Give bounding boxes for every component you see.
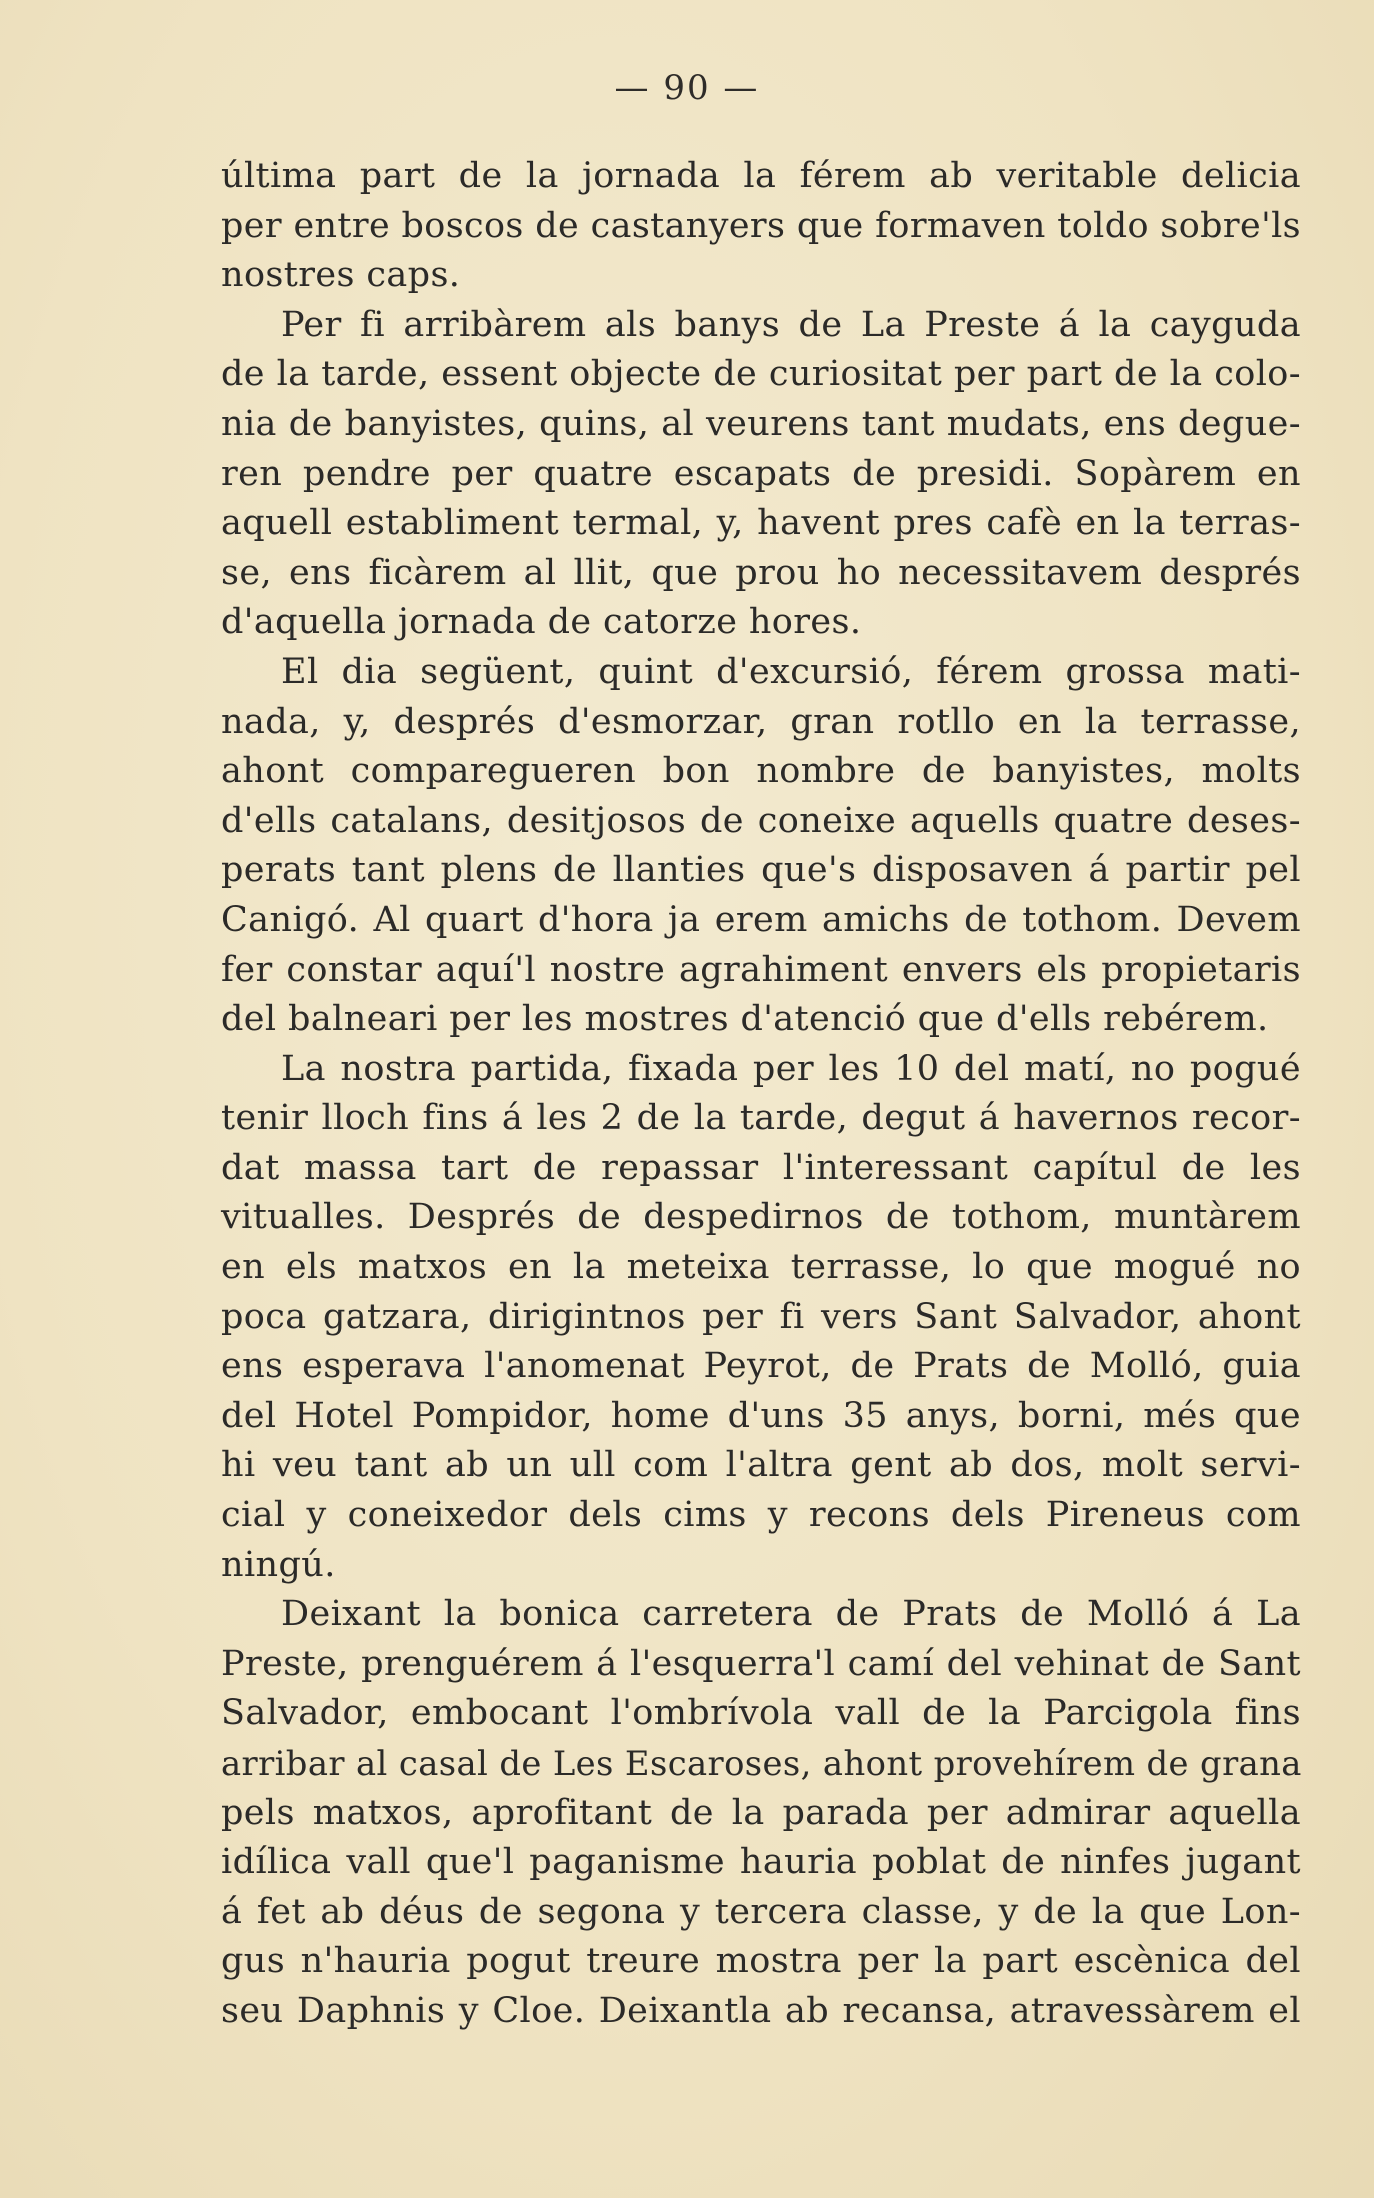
body-text [221, 152, 1301, 2037]
text-line: arribar al casal de Les Escaroses, ahont provehírem de grana [221, 1744, 1302, 1783]
text-line: nia de banyistes, quins, al veurens tant mudats, ens degue- [221, 403, 1301, 444]
text-line: pels matxos, aprofitant de la parada per admirar aquella [221, 1792, 1301, 1833]
text-line: hi veu tant ab un ull com l'altra gent ab dos, molt servi- [221, 1445, 1301, 1486]
text-line: Deixant la bonica carretera de Prats de Molló á La [281, 1594, 1301, 1635]
text-line: La nostra partida, fixada per les 10 del matí, no pogué [281, 1048, 1301, 1089]
text-line: seu Daphnis y Cloe. Deixantla ab recansa, atravessàrem el [221, 1990, 1301, 2031]
text-line: á fet ab déus de segona y tercera classe, y de la que Lon- [221, 1891, 1301, 1932]
text-line: ens esperava l'anomenat Peyrot, de Prats de Molló, guia [221, 1346, 1301, 1387]
text-line: ren pendre per quatre escapats de presidi. Sopàrem en [221, 453, 1301, 494]
text-line: en els matxos en la meteixa terrasse, lo que mogué no [221, 1247, 1301, 1288]
text-line: idílica vall que'l paganisme hauria poblat de ninfes jugant [221, 1842, 1301, 1883]
text-line: Canigó. Al quart d'hora ja erem amichs de tothom. Devem [221, 899, 1301, 940]
text-line: El dia següent, quint d'excursió, férem grossa mati- [281, 651, 1301, 692]
text-line: última part de la jornada la férem ab veritable delicia [221, 156, 1301, 196]
text-line: cial y coneixedor dels cims y recons dels Pireneus com [221, 1495, 1301, 1536]
text-line: nada, y, després d'esmorzar, gran rotllo en la terrasse, [221, 701, 1301, 742]
text-line: se, ens ficàrem al llit, que prou ho necessitavem després [221, 552, 1301, 593]
text-line: aquell establiment termal, y, havent pres cafè en la terras- [221, 503, 1301, 544]
text-line: ningú. [221, 1544, 336, 1585]
page-number: — 90 — [614, 68, 760, 108]
text-line: perats tant plens de llanties que's disposaven á partir pel [221, 850, 1301, 891]
text-line: vitualles. Després de despedirnos de tothom, muntàrem [221, 1197, 1301, 1238]
text-line: d'ells catalans, desitjosos de coneixe aquells quatre deses- [221, 800, 1301, 841]
text-line: fer constar aquí'l nostre agrahiment envers els propietaris [221, 949, 1301, 990]
text-line: del Hotel Pompidor, home d'uns 35 anys, borni, més que [221, 1395, 1301, 1436]
text-line: per entre boscos de castanyers que formaven toldo sobre'ls [221, 205, 1301, 246]
text-line: tenir lloch fins á les 2 de la tarde, degut á havernos recor- [221, 1098, 1301, 1139]
text-line: dat massa tart de repassar l'interessant capítul de les [221, 1147, 1301, 1188]
text-line: Preste, prenguérem á l'esquerra'l camí del vehinat de Sant [221, 1643, 1301, 1684]
text-line: ahont comparegueren bon nombre de banyistes, molts [221, 751, 1301, 792]
text-line: poca gatzara, dirigintnos per fi vers Sant Salvador, ahont [221, 1296, 1301, 1337]
text-line: Per fi arribàrem als banys de La Preste á la cayguda [281, 304, 1301, 345]
text-line: nostres caps. [221, 255, 461, 296]
text-line: d'aquella jornada de catorze hores. [221, 602, 862, 643]
text-line: Salvador, embocant l'ombrívola vall de la Parcigola fins [221, 1693, 1301, 1734]
text-line: de la tarde, essent objecte de curiositat per part de la colo- [221, 354, 1301, 395]
text-line: gus n'hauria pogut treure mostra per la part escènica del [221, 1941, 1301, 1982]
text-line: del balneari per les mostres d'atenció que d'ells rebérem. [221, 999, 1269, 1040]
